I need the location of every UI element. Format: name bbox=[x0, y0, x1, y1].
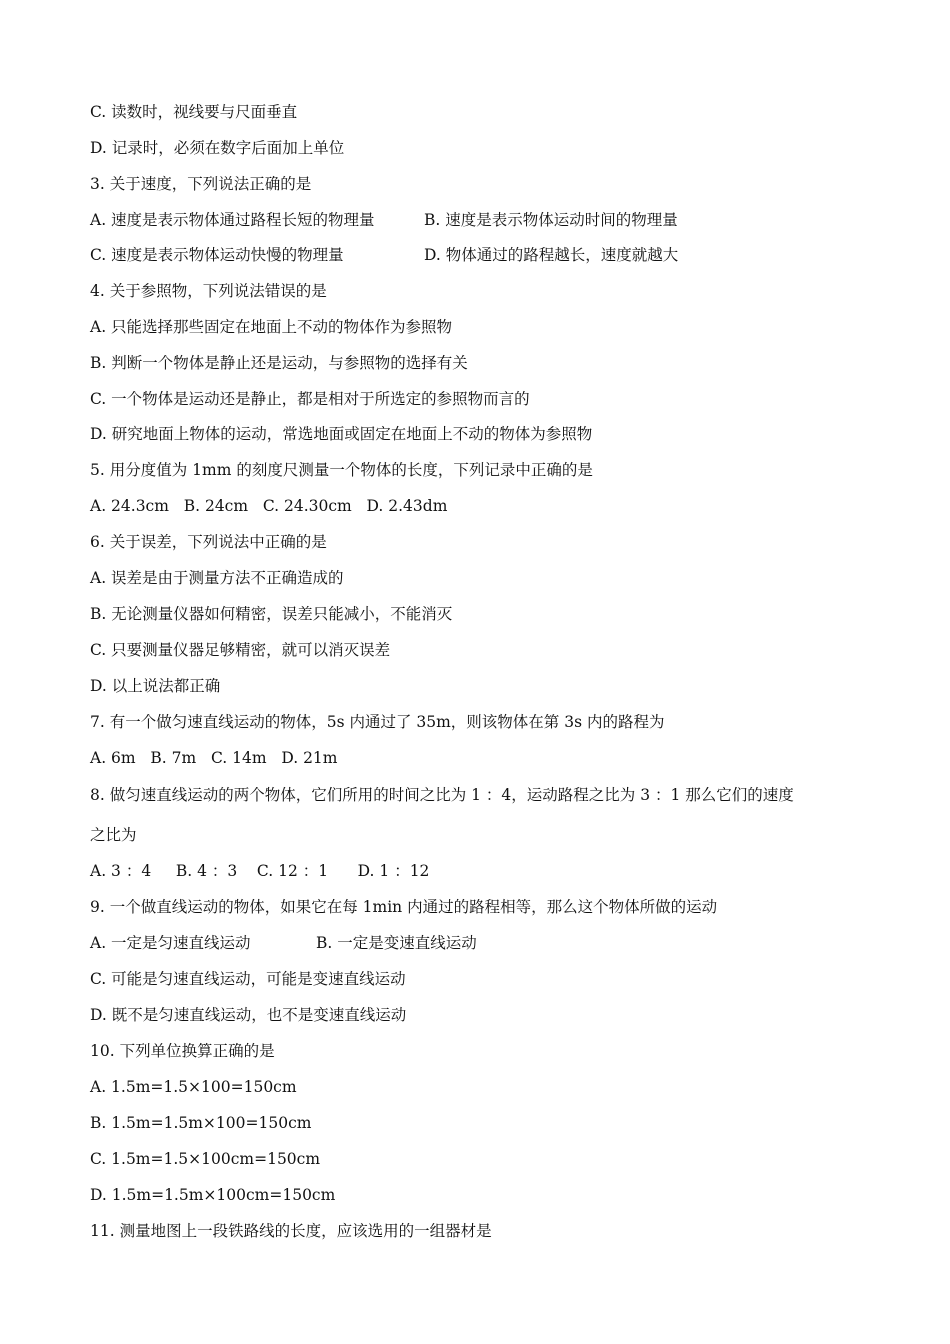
q10-option-d: D. 1.5m=1.5m×100cm=150cm bbox=[90, 1186, 336, 1204]
q11-stem: 11. 测量地图上一段铁路线的长度，应该选用的一组器材是 bbox=[90, 1222, 492, 1240]
q3-option-d: D. 物体通过的路程越长，速度就越大 bbox=[424, 246, 679, 264]
q3-option-a: A. 速度是表示物体通过路程长短的物理量 bbox=[90, 211, 375, 229]
q9-stem: 9. 一个做直线运动的物体，如果它在每 1min 内通过的路程相等，那么这个物体所做的运动 bbox=[90, 898, 718, 916]
q10-option-b: B. 1.5m=1.5m×100=150cm bbox=[90, 1114, 312, 1132]
q6-stem: 6. 关于误差，下列说法中正确的是 bbox=[90, 533, 327, 551]
q7-stem: 7. 有一个做匀速直线运动的物体，5s 内通过了 35m，则该物体在第 3s 内的路程为 bbox=[90, 713, 665, 731]
q10-stem: 10. 下列单位换算正确的是 bbox=[90, 1042, 275, 1060]
q6-option-c: C. 只要测量仪器足够精密，就可以消灭误差 bbox=[90, 641, 391, 659]
q10-option-c: C. 1.5m=1.5×100cm=150cm bbox=[90, 1150, 321, 1168]
q7-options: A. 6m B. 7m C. 14m D. 21m bbox=[90, 749, 338, 767]
q8-options: A. 3 ：4 B. 4 ：3 C. 12 ：1 D. 1 ：12 bbox=[90, 862, 430, 880]
q4-stem: 4. 关于参照物，下列说法错误的是 bbox=[90, 282, 327, 300]
q9-option-c: C. 可能是匀速直线运动，可能是变速直线运动 bbox=[90, 970, 406, 988]
q6-option-b: B. 无论测量仪器如何精密，误差只能减小，不能消灭 bbox=[90, 605, 453, 623]
q4-option-d: D. 研究地面上物体的运动，常选地面或固定在地面上不动的物体为参照物 bbox=[90, 425, 593, 443]
q8-stem-continued: 之比为 bbox=[90, 826, 137, 844]
q2-option-d: D. 记录时，必须在数字后面加上单位 bbox=[90, 139, 345, 157]
q6-option-d: D. 以上说法都正确 bbox=[90, 677, 221, 695]
q5-stem: 5. 用分度值为 1mm 的刻度尺测量一个物体的长度，下列记录中正确的是 bbox=[90, 461, 593, 479]
q3-option-c: C. 速度是表示物体运动快慢的物理量 bbox=[90, 246, 344, 264]
q3-stem: 3. 关于速度，下列说法正确的是 bbox=[90, 175, 312, 193]
q5-options: A. 24.3cm B. 24cm C. 24.30cm D. 2.43dm bbox=[90, 497, 448, 515]
q6-option-a: A. 误差是由于测量方法不正确造成的 bbox=[90, 569, 344, 587]
q8-stem: 8. 做匀速直线运动的两个物体，它们所用的时间之比为 1 ：4，运动路程之比为 3 ：1 那么它们的速度 bbox=[90, 786, 794, 804]
q10-option-a: A. 1.5m=1.5×100=150cm bbox=[90, 1078, 297, 1096]
q9-option-b: B. 一定是变速直线运动 bbox=[316, 934, 477, 952]
q2-option-c: C. 读数时，视线要与尺面垂直 bbox=[90, 103, 298, 121]
q4-option-a: A. 只能选择那些固定在地面上不动的物体作为参照物 bbox=[90, 318, 453, 336]
q9-option-d: D. 既不是匀速直线运动，也不是变速直线运动 bbox=[90, 1006, 407, 1024]
q4-option-b: B. 判断一个物体是静止还是运动，与参照物的选择有关 bbox=[90, 354, 468, 372]
q3-option-b: B. 速度是表示物体运动时间的物理量 bbox=[424, 211, 678, 229]
q9-option-a: A. 一定是匀速直线运动 bbox=[90, 934, 251, 952]
q4-option-c: C. 一个物体是运动还是静止，都是相对于所选定的参照物而言的 bbox=[90, 390, 530, 408]
